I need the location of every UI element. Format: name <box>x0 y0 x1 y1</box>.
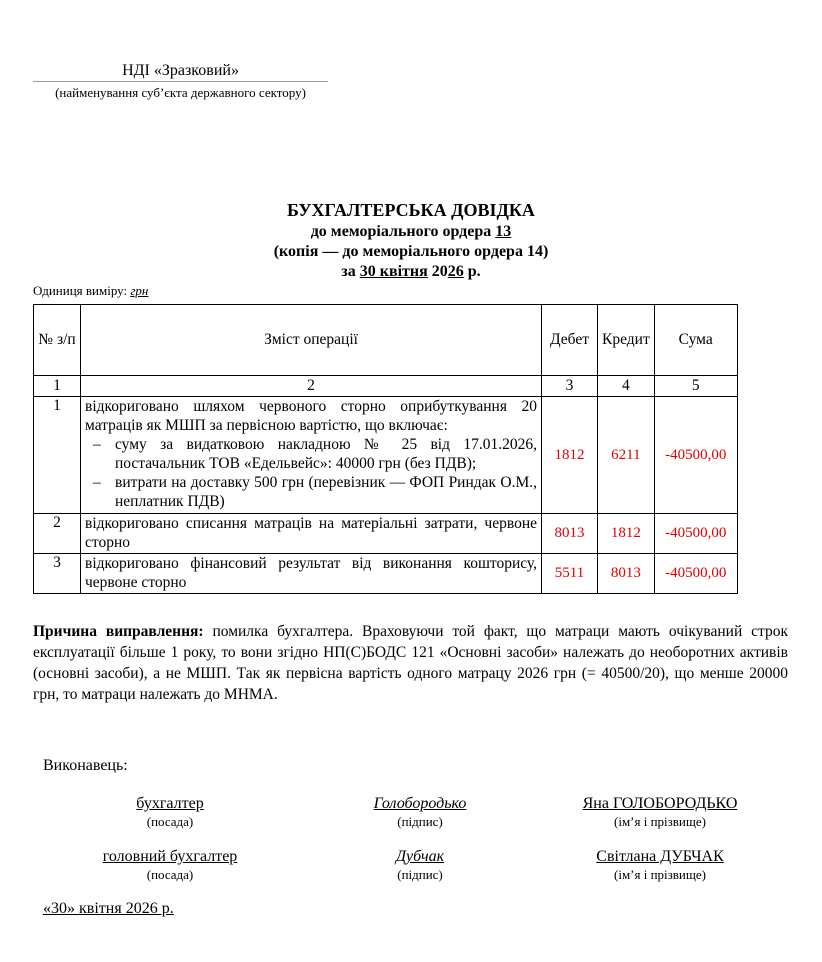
header-num: № з/п <box>34 305 81 376</box>
row-debit: 5511 <box>542 554 598 594</box>
table-row <box>34 554 738 594</box>
executor-label: Виконавець: <box>43 757 128 774</box>
memo-order-line: до меморіального ордера 13 <box>310 223 512 240</box>
table-row <box>34 514 738 554</box>
signer-name <box>560 795 760 830</box>
index-cell: 3 <box>542 376 598 397</box>
signer-position <box>90 848 250 883</box>
row-sum: -40500,00 <box>654 514 737 554</box>
document-date-year: 26 <box>447 263 464 280</box>
name-value: Світлана ДУБЧАК <box>596 848 724 865</box>
row-number: 2 <box>34 514 81 554</box>
name-value: Яна ГОЛОБОРОДЬКО <box>582 795 738 812</box>
row-content: відкориговано списання матраців на матеріальні затрати, червоне сторно <box>81 514 542 554</box>
document-title: БУХГАЛТЕРСЬКА ДОВІДКА <box>287 200 535 220</box>
row-bullets <box>85 435 537 511</box>
index-cell: 2 <box>81 376 542 397</box>
table-row <box>34 397 738 514</box>
row-text: відкориговано шляхом червоного сторно оприбуткування 20 матраців як МШП за первісною вартістю, що включає: <box>85 398 537 434</box>
row-credit: 1812 <box>598 514 655 554</box>
signer-signature <box>345 848 495 883</box>
unit-value: грн <box>130 283 149 298</box>
row-debit: 1812 <box>542 397 598 514</box>
name-caption: (ім’я і прізвище) <box>614 867 706 882</box>
row-number: 3 <box>34 554 81 594</box>
row-content: відкориговано фінансовий результат від виконання кошторису, червоне сторно <box>81 554 542 594</box>
reason-text: помилка бухгалтера. Враховуючи той факт, що матраци мають очікуваний строк експлуатації більше 1 року, то вони згідно НП(С)БОДС 121 «Основні засоби» належать до необоротних активів (основні засоби), а не МШП. Так як первісна вартість одного матрацу 2026 грн (= 40500/20), що менше 20000 грн, то матраци належать до МНМА. <box>33 623 788 703</box>
row-number: 1 <box>34 397 81 514</box>
signature-caption: (підпис) <box>397 814 443 829</box>
signature-value: Дубчак <box>395 848 445 865</box>
signature-caption: (підпис) <box>397 867 443 882</box>
index-cell: 5 <box>654 376 737 397</box>
position-value: головний бухгалтер <box>102 848 238 865</box>
row-credit: 8013 <box>598 554 655 594</box>
operations-table <box>33 304 738 594</box>
signer-name <box>560 848 760 883</box>
signer-position <box>100 795 240 830</box>
org-caption: (найменування суб’єкта державного сектору) <box>55 85 306 100</box>
table-header-row <box>34 305 738 376</box>
header-debit: Дебет <box>542 305 598 376</box>
signature-value: Голобородько <box>373 795 467 812</box>
signature-date: «30» квітня 2026 р. <box>43 900 174 917</box>
list-item: – суму за видатковою накладною № 25 від 17.01.2026, постачальник ТОВ «Едельвейс»: 40000 грн (без ПДВ); <box>85 435 537 473</box>
row-sum: -40500,00 <box>654 397 737 514</box>
unit-of-measure: Одиниця виміру: грн <box>33 283 149 298</box>
header-credit: Кредит <box>598 305 655 376</box>
org-name: НДІ «Зразковий» <box>33 62 328 82</box>
name-caption: (ім’я і прізвище) <box>614 814 706 829</box>
header-sum: Сума <box>654 305 737 376</box>
header-content: Зміст операції <box>81 305 542 376</box>
document-date-day-month: 30 квітня <box>359 263 428 280</box>
index-cell: 4 <box>598 376 655 397</box>
row-debit: 8013 <box>542 514 598 554</box>
copy-order-line: (копія — до меморіального ордера 14) <box>273 243 549 260</box>
position-caption: (посада) <box>146 867 194 882</box>
row-credit: 6211 <box>598 397 655 514</box>
position-value: бухгалтер <box>136 795 204 812</box>
row-sum: -40500,00 <box>654 554 737 594</box>
correction-reason <box>33 621 788 705</box>
table-index-row <box>34 376 738 397</box>
index-cell: 1 <box>34 376 81 397</box>
list-item: – витрати на доставку 500 грн (перевізник — ФОП Риндак О.М., неплатник ПДВ) <box>85 473 537 511</box>
position-caption: (посада) <box>146 814 194 829</box>
reason-label: Причина виправлення: <box>33 623 204 640</box>
signer-signature <box>345 795 495 830</box>
document-date-line: за 30 квітня 2026 р. <box>341 263 481 280</box>
memo-order-number: 13 <box>495 223 512 240</box>
row-content <box>81 397 542 514</box>
